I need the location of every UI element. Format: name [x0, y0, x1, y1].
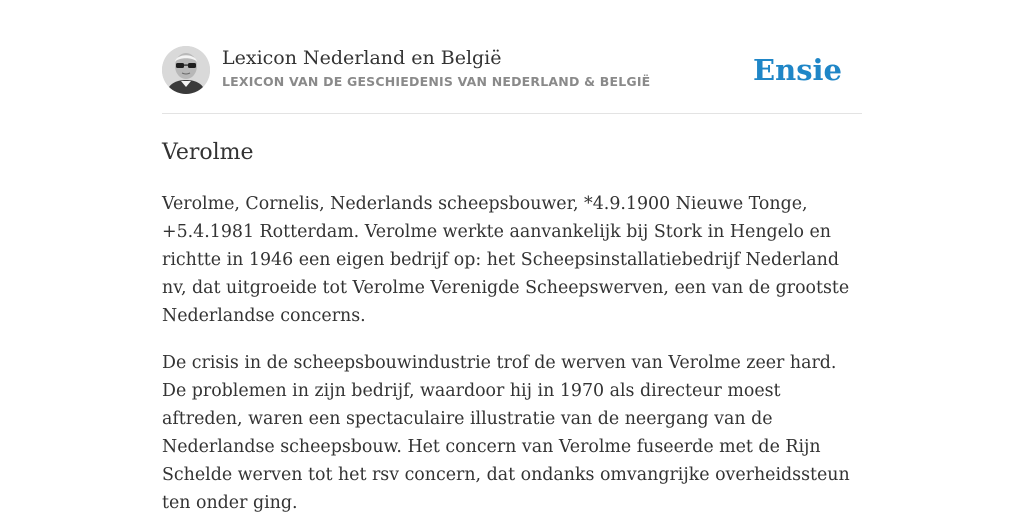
source-header: [162, 46, 862, 96]
article-paragraph-1: Verolme, Cornelis, Nederlands scheepsbouwer, *4.9.1900 Nieuwe Tonge, +5.4.1981 Rotterdam. Verolme werkte aanvankelijk bij Stork in Hengelo en richtte in 1946 een eigen bedrijf op: het Scheepsinstallatiebedrijf Nederland nv, dat uitgroeide tot Verolme Verenigde Scheepswerven, een van de grootste Nederlandse concerns.: [162, 194, 850, 326]
article-paragraph-2: De crisis in de scheepsbouwindustrie trof de werven van Verolme zeer hard. De problemen in zijn bedrijf, waardoor hij in 1970 als directeur moest aftreden, waren een spectaculaire illustratie van de neergang van de Nederlandse scheepsbouw. Het concern van Verolme fuseerde met de Rijn Schelde werven tot het rsv concern, dat ondanks omvangrijke overheidssteun ten onder ging.: [162, 353, 850, 512]
avatar-portrait-icon: [162, 46, 210, 94]
header-divider: [162, 113, 862, 114]
article-title: Verolme: [162, 140, 254, 165]
author-avatar[interactable]: [162, 46, 210, 94]
ensie-logo[interactable]: Ensie: [753, 53, 842, 87]
source-title[interactable]: Lexicon Nederland en België: [222, 47, 502, 69]
source-subtitle: LEXICON VAN DE GESCHIEDENIS VAN NEDERLAND & BELGIË: [222, 74, 651, 89]
article-body: [162, 190, 864, 512]
